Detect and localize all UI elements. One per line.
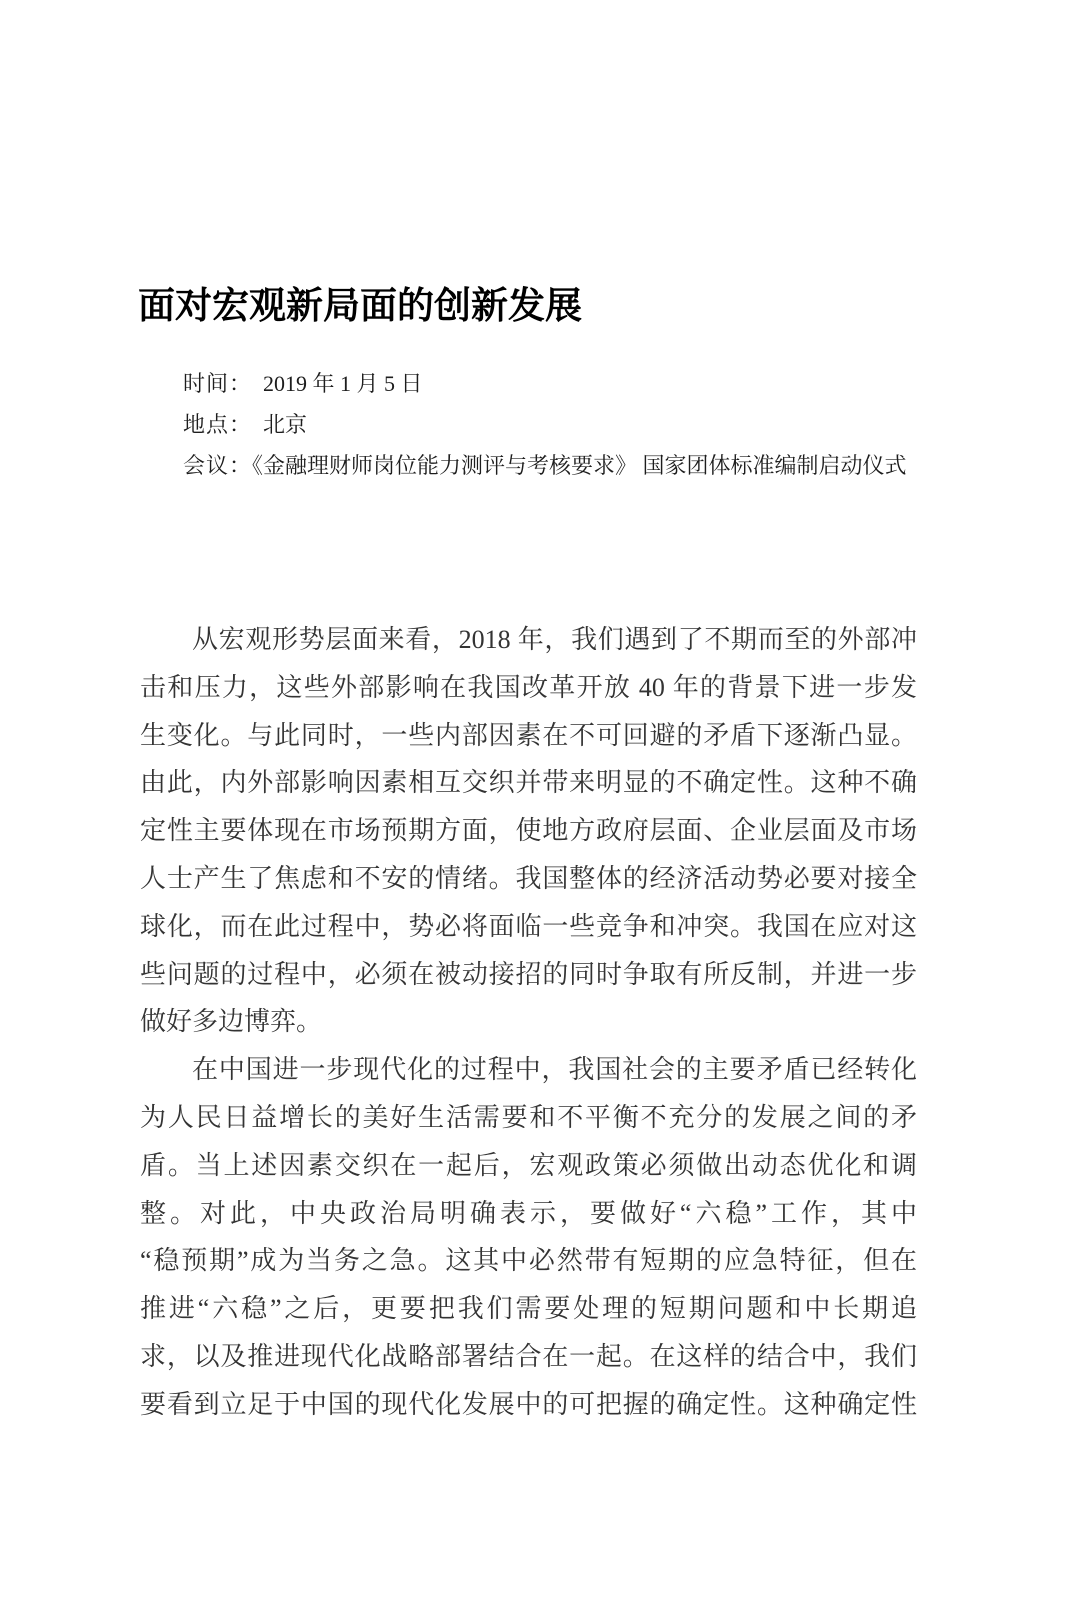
meta-label: 会议：: [183, 453, 253, 478]
meta-value: 2019 年 1 月 5 日: [241, 371, 423, 396]
body-line: 求，以及推进现代化战略部署结合在一起。在这样的结合中，我们: [140, 1341, 917, 1371]
body-line: 击和压力，这些外部影响在我国改革开放 40 年的背景下进一步发: [140, 672, 917, 702]
body-line: 球化，而在此过程中，势必将面临一些竞争和冲突。我国在应对这: [140, 911, 917, 941]
meta-value: 北京: [241, 412, 308, 437]
meta-label: 时间：: [183, 371, 242, 396]
paragraph: [140, 1046, 917, 1428]
meta-row: [183, 404, 943, 445]
meta-row: [183, 445, 943, 486]
body-line: 生变化。与此同时，一些内部因素在不可回避的矛盾下逐渐凸显。: [140, 720, 917, 750]
body-line: 定性主要体现在市场预期方面，使地方政府层面、企业层面及市场: [140, 816, 917, 846]
body-line: 由此，内外部影响因素相互交织并带来明显的不确定性。这种不确: [140, 768, 917, 798]
page-title: 面对宏观新局面的创新发展: [138, 286, 582, 327]
body-line: “稳预期”成为当务之急。这其中必然带有短期的应急特征，但在: [140, 1246, 917, 1276]
body-line: 些问题的过程中，必须在被动接招的同时争取有所反制，并进一步: [140, 959, 917, 989]
body-line: 盾。当上述因素交织在一起后，宏观政策必须做出动态优化和调: [140, 1150, 917, 1180]
meta-value: 《金融理财师岗位能力测评与考核要求》 国家团体标准编制启动仪式: [252, 453, 907, 478]
body-line: 从宏观形势层面来看，2018 年，我们遇到了不期而至的外部冲: [192, 625, 917, 654]
body-line: 为人民日益增长的美好生活需要和不平衡不充分的发展之间的矛: [140, 1102, 917, 1132]
body-line: 要看到立足于中国的现代化发展中的可把握的确定性。这种确定性: [140, 1389, 917, 1419]
body-line: 人士产生了焦虑和不安的情绪。我国整体的经济活动势必要对接全: [140, 863, 917, 893]
meta-label: 地点：: [183, 412, 242, 437]
paragraph: [140, 616, 917, 1046]
body-line: 做好多边博弈。: [140, 1007, 323, 1037]
body-text: [140, 616, 917, 1429]
body-line: 推进“六稳”之后，更要把我们需要处理的短期问题和中长期追: [140, 1294, 917, 1324]
meta-list: [183, 363, 943, 486]
body-line: 在中国进一步现代化的过程中，我国社会的主要矛盾已经转化: [192, 1055, 917, 1085]
body-line: 整。对此，中央政治局明确表示，要做好“六稳”工作，其中: [140, 1198, 917, 1228]
meta-row: [183, 363, 943, 404]
